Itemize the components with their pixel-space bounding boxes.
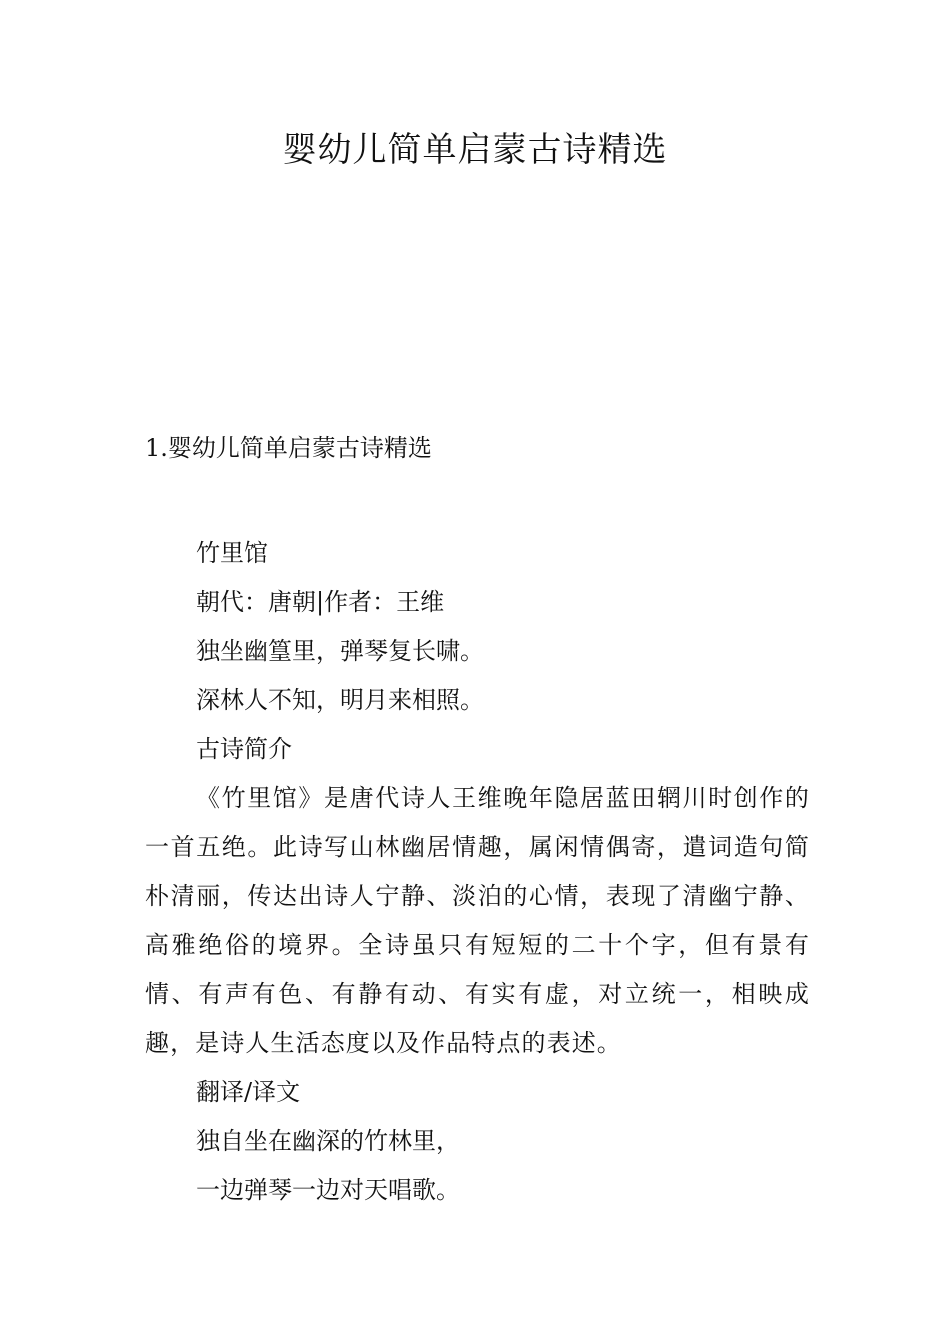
section-heading: 1.婴幼儿简单启蒙古诗精选: [145, 434, 432, 462]
poem-line: 独坐幽篁里，弹琴复长啸。: [196, 637, 484, 665]
translation-line: 独自坐在幽深的竹林里，: [196, 1127, 460, 1155]
poem-line: 深林人不知，明月来相照。: [196, 686, 484, 714]
poem-meta: 朝代：唐朝|作者：王维: [196, 588, 445, 616]
intro-label: 古诗简介: [196, 735, 292, 763]
intro-paragraph: 《竹里馆》是唐代诗人王维晚年隐居蓝田辋川时创作的一首五绝。此诗写山林幽居情趣，属闲情偶寄，遣词造句简朴清丽，传达出诗人宁静、淡泊的心情，表现了清幽宁静、高雅绝俗的境界。全诗虽只有短短的二十个字，但有景有情、有声有色、有静有动、有实有虚，对立统一，相映成趣，是诗人生活态度以及作品特点的表述。: [145, 784, 810, 1057]
document-body: [145, 529, 810, 1215]
translation-label: 翻译/译文: [196, 1078, 301, 1106]
translation-line: 一边弹琴一边对天唱歌。: [196, 1176, 460, 1204]
page-title: 婴幼儿简单启蒙古诗精选: [282, 130, 668, 170]
poem-title: 竹里馆: [196, 539, 268, 567]
